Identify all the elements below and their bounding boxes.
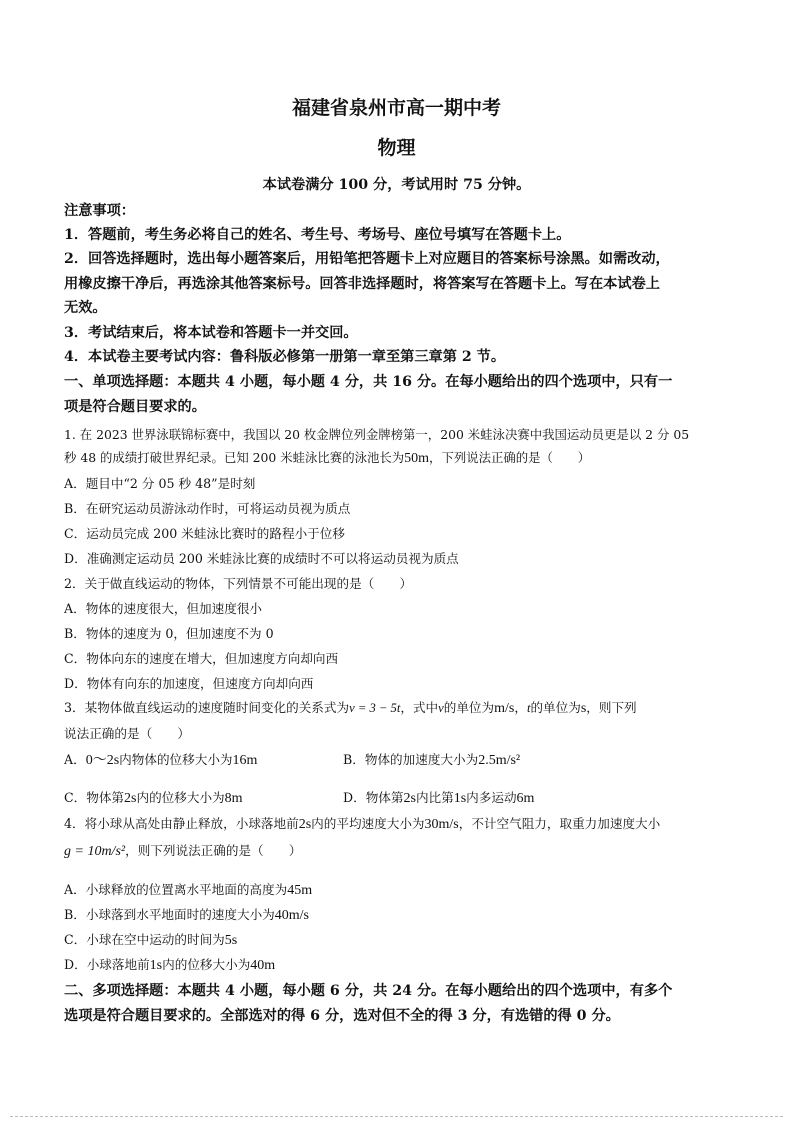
section-1-heading-line-1: 一、单项选择题：本题共 4 小题，每小题 4 分，共 16 分。在每小题给出的四个选项中，只有一 bbox=[64, 374, 673, 390]
q3-option-c-time: 2s bbox=[124, 791, 137, 806]
q4-option-b-value: 40m/s bbox=[274, 908, 309, 923]
q4-gravity: g = 10m/s² bbox=[64, 844, 126, 859]
q4-option-c bbox=[64, 929, 237, 949]
q3-symbol-t: t bbox=[526, 701, 531, 715]
q3-option-d-text-b: 内比第 bbox=[415, 790, 454, 805]
page-bottom-divider bbox=[10, 1116, 783, 1117]
q4-option-a-value: 45m bbox=[287, 883, 313, 898]
note-2-line-3: 无效。 bbox=[64, 300, 107, 316]
section-1-heading-line-2: 项是符合题目要求的。 bbox=[64, 399, 206, 415]
q3-stem-text-f: ，则下列 bbox=[586, 700, 637, 715]
q2-option-d: D．物体有向东的加速度，但速度方向却向西 bbox=[64, 676, 314, 691]
q4-stem-text-d: ，则下列说法正确的是（ ） bbox=[125, 843, 302, 858]
q4-option-a bbox=[64, 879, 312, 899]
q3-option-d bbox=[343, 787, 534, 807]
q3-option-c-value: 8m bbox=[224, 791, 243, 806]
q4-stem-line-1 bbox=[64, 813, 660, 833]
q1-stem-text-b: ，下列说法正确的是（ ） bbox=[429, 450, 591, 465]
q1-option-c: C．运动员完成 200 米蛙泳比赛时的路程小于位移 bbox=[64, 526, 345, 541]
q4-option-d-value: 40m bbox=[250, 958, 276, 973]
q4-time: 2s bbox=[298, 817, 312, 832]
note-3: 3．考试结束后，将本试卷和答题卡一并交回。 bbox=[64, 325, 358, 341]
q1-stem-line-1: 1. 在 2023 世界泳联锦标赛中，我国以 20 枚金牌位列金牌榜第一，200 米蛙泳决赛中我国运动员更是以 2 分 05 bbox=[64, 427, 690, 442]
q3-option-d-value: 6m bbox=[516, 791, 535, 806]
q3-option-a-text: 内物体的位移大小为 bbox=[119, 752, 233, 767]
q3-velocity-equation: v = 3 − 5t bbox=[349, 701, 401, 715]
q4-stem-line-2 bbox=[64, 840, 301, 860]
q3-stem-line-1 bbox=[64, 697, 637, 717]
q2-option-b: B．物体的速度为 0，但加速度不为 0 bbox=[64, 626, 274, 641]
q1-option-a: A．题目中“2 分 05 秒 48”是时刻 bbox=[64, 476, 256, 491]
q4-option-c-value: 5s bbox=[224, 933, 238, 948]
q3-option-a bbox=[64, 749, 257, 769]
q3-option-b-value: 2.5m/s² bbox=[478, 753, 521, 768]
q3-option-d-time-2: 1s bbox=[453, 791, 467, 806]
q2-option-a: A．物体的速度很大，但加速度很小 bbox=[64, 601, 263, 616]
notes-heading: 注意事项： bbox=[64, 203, 135, 219]
note-2-line-2: 用橡皮擦干净后，再选涂其他答案标号。回答非选择题时，将答案写在答题卡上。写在本试卷上 bbox=[64, 276, 660, 292]
q3-option-a-value: 16m bbox=[232, 753, 258, 768]
q4-average-velocity: 30m/s bbox=[424, 817, 459, 832]
q3-option-c bbox=[64, 787, 243, 807]
q1-pool-length: 50m bbox=[404, 451, 430, 466]
q4-stem-text-c: ，不计空气阻力，取重力加速度大小 bbox=[458, 816, 661, 831]
q4-option-d-time: 1s bbox=[149, 958, 163, 973]
q1-option-d: D．准确测定运动员 200 米蛙泳比赛的成绩时不可以将运动员视为质点 bbox=[64, 551, 459, 566]
q4-option-b bbox=[64, 904, 309, 924]
q3-option-a-interval: 0～2s bbox=[85, 753, 120, 768]
note-1: 1．答题前，考生务必将自己的姓名、考生号、考场号、座位号填写在答题卡上。 bbox=[64, 227, 571, 243]
q4-option-b-text: B．小球落到水平地面时的速度大小为 bbox=[64, 907, 275, 922]
q3-option-c-text-b: 内的位移大小为 bbox=[136, 790, 225, 805]
q4-stem-text-b: 内的平均速度大小为 bbox=[311, 816, 425, 831]
note-4: 4．本试卷主要考试内容：鲁科版必修第一册第一章至第三章第 2 节。 bbox=[64, 349, 506, 365]
q3-option-d-text-c: 内多运动 bbox=[466, 790, 517, 805]
q2-option-c: C．物体向东的速度在增大，但加速度方向却向西 bbox=[64, 651, 339, 666]
q4-option-d bbox=[64, 954, 275, 974]
note-2-line-1: 2．回答选择题时，选出每小题答案后，用铅笔把答题卡上对应题目的答案标号涂黑。如需改动， bbox=[64, 251, 670, 267]
q1-option-b: B．在研究运动员游泳动作时，可将运动员视为质点 bbox=[64, 501, 351, 516]
q3-option-b-text: B．物体的加速度大小为 bbox=[343, 752, 479, 767]
q3-stem-text-c: 的单位为 bbox=[443, 700, 495, 715]
subject-title: 物理 bbox=[377, 137, 416, 159]
q4-option-c-text: C．小球在空中运动的时间为 bbox=[64, 932, 225, 947]
q3-stem-text-e: 的单位为 bbox=[530, 700, 581, 715]
q1-stem-line-2 bbox=[64, 448, 590, 467]
q2-stem: 2．关于做直线运动的物体，下列情景不可能出现的是（ ） bbox=[64, 576, 413, 591]
q4-stem-text-a: 4．将小球从高处由静止释放，小球落地前 bbox=[64, 816, 299, 831]
q3-stem-text-b: ，式中 bbox=[400, 700, 439, 715]
q3-option-d-time-1: 2s bbox=[403, 791, 416, 806]
q1-stem-text-a: 秒 48 的成绩打破世界纪录。已知 200 米蛙泳比赛的泳池长为 bbox=[64, 450, 405, 465]
section-2-heading-line-2: 选项是符合题目要求的。全部选对的得 6 分，选对但不全的得 3 分，有选错的得 0 分。 bbox=[64, 1008, 620, 1024]
q3-option-c-text-a: C．物体第 bbox=[64, 790, 125, 805]
q4-option-a-text: A．小球释放的位置离水平地面的高度为 bbox=[64, 882, 288, 897]
q3-unit-velocity: m/s bbox=[494, 701, 515, 716]
section-2-heading-line-1: 二、多项选择题：本题共 4 小题，每小题 6 分，共 24 分。在每小题给出的四个选项中，有多个 bbox=[64, 983, 673, 999]
q3-option-d-text-a: D．物体第 bbox=[343, 790, 404, 805]
q3-symbol-v: v bbox=[438, 701, 444, 715]
q3-unit-time: s bbox=[580, 701, 587, 716]
exam-title: 福建省泉州市高一期中考 bbox=[291, 97, 501, 119]
q3-stem-text-d: ， bbox=[514, 700, 527, 715]
exam-info: 本试卷满分 100 分，考试用时 75 分钟。 bbox=[262, 177, 531, 193]
q3-stem-line-2: 说法正确的是（ ） bbox=[64, 726, 190, 741]
q3-option-b bbox=[343, 749, 520, 769]
q4-option-d-text-a: D．小球落地前 bbox=[64, 957, 150, 972]
q3-stem-text-a: 3．某物体做直线运动的速度随时间变化的关系式为 bbox=[64, 700, 350, 715]
q3-option-a-label: A． bbox=[64, 752, 86, 767]
q4-option-d-text-b: 内的位移大小为 bbox=[162, 957, 251, 972]
